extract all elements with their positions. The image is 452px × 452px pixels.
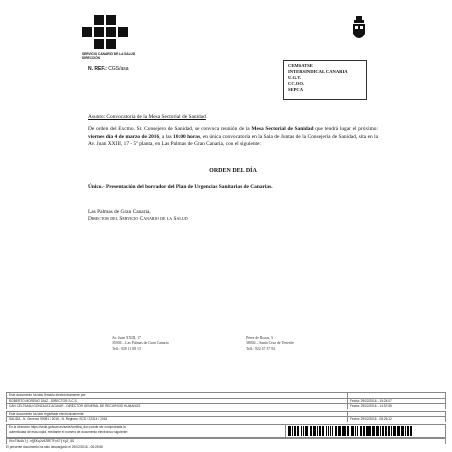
barcode-bar: [340, 426, 341, 436]
barcode-bar: [315, 426, 316, 436]
barcode-bar: [294, 426, 296, 436]
barcode-bar: [344, 426, 346, 436]
recipient: SEPCA: [288, 87, 304, 92]
closing-signer: Director del Servicio Canario de la Salud: [88, 216, 188, 222]
reference-label: N. REF.:: [88, 66, 107, 72]
footer-cell: Fecha: 29/02/2016 - 08:26:12: [347, 417, 445, 422]
subject-line: Asunto: Convocatoria de la Mesa Sectorial de Sanidad: [88, 114, 206, 120]
barcode-bar: [378, 426, 379, 436]
barcode-bar: [373, 426, 374, 436]
logo-caption-line2: DIRECCIÓN: [82, 56, 100, 60]
footer-row: [6, 411, 446, 417]
footer-row: [6, 416, 446, 422]
barcode-bar: [332, 426, 334, 436]
footer-cell: [347, 412, 445, 417]
barcode-bar: [311, 426, 312, 436]
body-text: que tendrá lugar el próximo:: [313, 126, 378, 132]
footer-cell: [347, 393, 445, 398]
barcode-bar: [336, 426, 337, 436]
body-text: , a las: [159, 133, 174, 140]
recipient: CC.OO.: [288, 81, 305, 86]
signature-footer: [6, 392, 446, 449]
recipient: U.G.T.: [288, 75, 302, 80]
meeting-date: viernes día 4 de marzo de 2016: [88, 133, 160, 140]
address-tenerife: [246, 336, 294, 352]
address-las-palmas: [112, 336, 169, 352]
barcode-bar: [411, 426, 412, 436]
body-text: , en única convocatoria en la Sala de Juntas de la Consejería de Sanidad, sita en la Av. Juan XXIII, 17 - 5º planta, en Las Palmas de Gran Canaria, con el siguiente:: [88, 133, 378, 148]
footer-cell: SALIDA - N. General: 99081 / 2016 - N. Registro: SCS / 22314 / 2016: [9, 417, 108, 422]
barcode-icon: [285, 425, 445, 437]
recipient: CEMSATSE: [288, 63, 313, 68]
body-text: De orden del Excmo. Sr. Consejero de Sanidad, se convoca reunión de la: [88, 126, 252, 132]
barcode-bar: [303, 426, 304, 436]
footer-cell: Fecha: 29/02/2016 - 14:57:58: [347, 404, 445, 409]
barcode-bar: [394, 426, 396, 436]
barcode-bar: [323, 426, 324, 436]
barcode-bar: [407, 426, 409, 436]
download-note: El presente documento ha sido descargado el 29/02/2016 - 08:25:56: [6, 444, 103, 449]
verification-text: [7, 425, 285, 437]
footer-cell: Este documento ha sido firmado electrónicamente por:: [9, 393, 87, 397]
recipient: INTERSINDICAL CANARIA: [288, 69, 348, 74]
barcode-bar: [366, 426, 367, 436]
barcode-bar: [357, 426, 359, 436]
footer-row: [6, 403, 446, 409]
barcode-bar: [306, 426, 308, 436]
barcode-bar: [328, 426, 329, 436]
address-line: Av. Juan XXIII, 17: [112, 336, 141, 340]
verification-row: [6, 424, 446, 438]
closing-block: [88, 209, 188, 223]
agenda-title: ORDEN DEL DÍA: [209, 168, 257, 174]
footer-cell: Este documento ha sido registrado electrónicamente:: [9, 411, 85, 416]
barcode-bar: [398, 426, 399, 436]
footer-row: [6, 438, 446, 444]
verify-line: En la dirección https://sede.gobcan.es/sede/verifica_doc puede ser comprobada la: [9, 424, 126, 429]
recipients-box: [283, 60, 367, 100]
closing-place: Las Palmas de Gran Canaria,: [88, 209, 151, 215]
footer-row: [6, 398, 446, 404]
footer-cell: ROBERTO MORENO DIAZ - DIRECTOR S.C.S.: [9, 398, 78, 403]
barcode-bar: [298, 426, 299, 436]
barcode-bar: [361, 426, 362, 436]
logo-caption: [82, 52, 135, 60]
footer-cell: CAN CELTIMAN GONZALEZ AGUIAR - DIRECTOR GENERAL DE RECURSOS HUMANOS: [9, 404, 141, 409]
address-line: 38004 – Santa Cruz de Tenerife: [246, 341, 295, 346]
body-bold: Mesa Sectorial de Sanidad: [251, 126, 314, 132]
barcode-bar: [391, 426, 392, 436]
barcode-bar: [386, 426, 387, 436]
verify-line: autenticidad de esta copia, mediante el número de documento electrónico siguiente:: [9, 429, 128, 434]
address-line: 35004 – Las Palmas de Gran Canaria: [112, 341, 169, 346]
address-line: Pérez de Rozas, 5: [246, 336, 273, 340]
logo-caption-line1: SERVICIO CANARIO DE LA SALUD: [82, 52, 136, 56]
footer-cell: Fecha: 29/02/2016 - 15:24:07: [347, 399, 445, 404]
barcode-bar: [290, 426, 291, 436]
barcode-bar: [382, 426, 384, 436]
footer-row: [6, 392, 446, 398]
document-code: 0hcTNw1blj-nQEKqJv8ZRETFnX7jYgZ_8G: [9, 438, 75, 443]
address-line: Telf.: 928 11 88 13: [112, 346, 141, 351]
body-paragraph: [88, 126, 378, 149]
barcode-bar: [319, 426, 321, 436]
barcode-bar: [348, 426, 349, 436]
agenda-item: Único.- Presentación del borrador del Plan de Urgencias Sanitarias de Canarias.: [88, 184, 273, 190]
crest-icon: [352, 16, 366, 42]
health-service-logo: [82, 15, 128, 51]
meeting-time: 10:00 horas: [173, 133, 201, 140]
address-line: Telf.: 922 47 37 94: [246, 346, 275, 351]
reference-line: [88, 66, 129, 72]
barcode-bar: [369, 426, 371, 436]
reference-value: CGS/asa: [108, 66, 129, 72]
barcode-bar: [403, 426, 404, 436]
barcode-bar: [353, 426, 354, 436]
